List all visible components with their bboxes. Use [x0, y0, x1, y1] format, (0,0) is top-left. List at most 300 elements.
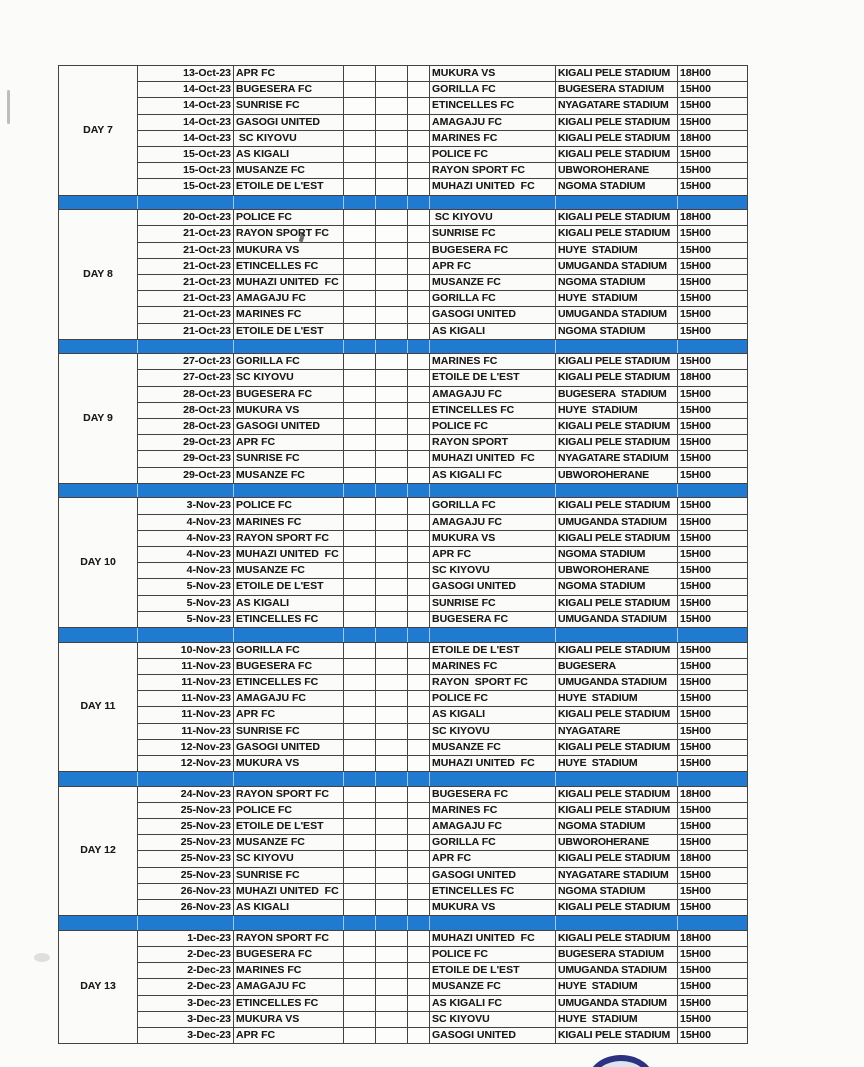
- separator-cell: [344, 628, 376, 643]
- match-date: 2-Dec-23: [138, 946, 234, 962]
- away-team: MARINES FC: [430, 658, 556, 674]
- stadium: NGOMA STADIUM: [556, 546, 678, 562]
- stadium: KIGALI PELE STADIUM: [556, 851, 678, 867]
- separator-cell: [59, 483, 138, 498]
- empty-score-cell: [376, 802, 408, 818]
- away-team: BUGESERA FC: [430, 242, 556, 258]
- kickoff-time: 18H00: [678, 210, 748, 226]
- home-team: ETINCELLES FC: [234, 674, 344, 690]
- kickoff-time: 15H00: [678, 674, 748, 690]
- empty-gap-cell: [408, 755, 430, 771]
- home-team: ETINCELLES FC: [234, 995, 344, 1011]
- away-team: MARINES FC: [430, 802, 556, 818]
- home-team: SUNRISE FC: [234, 723, 344, 739]
- empty-score-cell: [376, 995, 408, 1011]
- empty-score-cell: [344, 147, 376, 163]
- empty-score-cell: [344, 900, 376, 916]
- stadium: KIGALI PELE STADIUM: [556, 707, 678, 723]
- stadium: UBWOROHERANE: [556, 163, 678, 179]
- kickoff-time: 18H00: [678, 851, 748, 867]
- day-label: DAY 8: [59, 210, 138, 340]
- match-date: 4-Nov-23: [138, 546, 234, 562]
- stadium: UMUGANDA STADIUM: [556, 258, 678, 274]
- empty-gap-cell: [408, 147, 430, 163]
- scan-artifact: [7, 90, 10, 124]
- away-team: AMAGAJU FC: [430, 819, 556, 835]
- match-row: [59, 370, 748, 386]
- empty-gap-cell: [408, 402, 430, 418]
- home-team: APR FC: [234, 66, 344, 82]
- empty-score-cell: [376, 819, 408, 835]
- empty-score-cell: [376, 900, 408, 916]
- empty-gap-cell: [408, 98, 430, 114]
- stadium: KIGALI PELE STADIUM: [556, 900, 678, 916]
- match-date: 21-Oct-23: [138, 307, 234, 323]
- away-team: AMAGAJU FC: [430, 514, 556, 530]
- match-date: 13-Oct-23: [138, 66, 234, 82]
- empty-gap-cell: [408, 226, 430, 242]
- kickoff-time: 15H00: [678, 1027, 748, 1043]
- empty-gap-cell: [408, 163, 430, 179]
- empty-gap-cell: [408, 723, 430, 739]
- away-team: MUHAZI UNITED FC: [430, 930, 556, 946]
- stadium: HUYE STADIUM: [556, 979, 678, 995]
- match-row: [59, 451, 748, 467]
- empty-gap-cell: [408, 707, 430, 723]
- match-date: 26-Nov-23: [138, 900, 234, 916]
- empty-score-cell: [344, 739, 376, 755]
- home-team: MUSANZE FC: [234, 163, 344, 179]
- home-team: GORILLA FC: [234, 354, 344, 370]
- empty-score-cell: [344, 930, 376, 946]
- match-date: 21-Oct-23: [138, 323, 234, 339]
- empty-score-cell: [344, 835, 376, 851]
- away-team: BUGESERA FC: [430, 786, 556, 802]
- match-date: 4-Nov-23: [138, 530, 234, 546]
- match-date: 20-Oct-23: [138, 210, 234, 226]
- empty-gap-cell: [408, 819, 430, 835]
- empty-score-cell: [344, 674, 376, 690]
- kickoff-time: 15H00: [678, 419, 748, 435]
- empty-gap-cell: [408, 835, 430, 851]
- kickoff-time: 15H00: [678, 802, 748, 818]
- empty-score-cell: [376, 851, 408, 867]
- match-date: 29-Oct-23: [138, 435, 234, 451]
- separator-cell: [234, 339, 344, 354]
- oval-logo-arc: [588, 1055, 654, 1067]
- empty-score-cell: [344, 851, 376, 867]
- stadium: NGOMA STADIUM: [556, 819, 678, 835]
- match-date: 14-Oct-23: [138, 82, 234, 98]
- match-date: 15-Oct-23: [138, 163, 234, 179]
- away-team: AMAGAJU FC: [430, 386, 556, 402]
- stadium: NYAGATARE STADIUM: [556, 98, 678, 114]
- match-row: [59, 546, 748, 562]
- separator-cell: [138, 772, 234, 787]
- kickoff-time: 15H00: [678, 467, 748, 483]
- separator-cell: [138, 339, 234, 354]
- match-row: [59, 498, 748, 514]
- match-date: 1-Dec-23: [138, 930, 234, 946]
- match-row: [59, 595, 748, 611]
- separator-cell: [376, 339, 408, 354]
- away-team: GORILLA FC: [430, 82, 556, 98]
- separator-cell: [344, 339, 376, 354]
- kickoff-time: 15H00: [678, 114, 748, 130]
- separator-cell: [59, 339, 138, 354]
- empty-gap-cell: [408, 900, 430, 916]
- empty-score-cell: [376, 979, 408, 995]
- match-row: [59, 642, 748, 658]
- stadium: KIGALI PELE STADIUM: [556, 642, 678, 658]
- match-row: [59, 674, 748, 690]
- stadium: KIGALI PELE STADIUM: [556, 130, 678, 146]
- separator-cell: [430, 195, 556, 210]
- stadium: NYAGATARE STADIUM: [556, 451, 678, 467]
- empty-gap-cell: [408, 467, 430, 483]
- empty-score-cell: [344, 514, 376, 530]
- separator-cell: [59, 195, 138, 210]
- home-team: SC KIYOVU: [234, 851, 344, 867]
- empty-gap-cell: [408, 179, 430, 195]
- empty-score-cell: [344, 883, 376, 899]
- away-team: MUKURA VS: [430, 530, 556, 546]
- match-row: [59, 819, 748, 835]
- kickoff-time: 15H00: [678, 179, 748, 195]
- match-date: 26-Nov-23: [138, 883, 234, 899]
- day-label: DAY 10: [59, 498, 138, 628]
- empty-gap-cell: [408, 210, 430, 226]
- kickoff-time: 15H00: [678, 258, 748, 274]
- empty-gap-cell: [408, 498, 430, 514]
- separator-cell: [234, 628, 344, 643]
- stadium: KIGALI PELE STADIUM: [556, 114, 678, 130]
- away-team: MUKURA VS: [430, 900, 556, 916]
- empty-score-cell: [376, 546, 408, 562]
- home-team: GASOGI UNITED: [234, 419, 344, 435]
- match-row: [59, 467, 748, 483]
- separator-cell: [234, 195, 344, 210]
- stadium: BUGESERA STADIUM: [556, 946, 678, 962]
- empty-score-cell: [344, 819, 376, 835]
- stadium: HUYE STADIUM: [556, 691, 678, 707]
- match-date: 12-Nov-23: [138, 739, 234, 755]
- home-team: POLICE FC: [234, 210, 344, 226]
- home-team: MUHAZI UNITED FC: [234, 546, 344, 562]
- empty-score-cell: [376, 867, 408, 883]
- empty-score-cell: [376, 210, 408, 226]
- empty-gap-cell: [408, 611, 430, 627]
- empty-score-cell: [344, 386, 376, 402]
- match-date: 5-Nov-23: [138, 579, 234, 595]
- separator-cell: [678, 483, 748, 498]
- empty-gap-cell: [408, 579, 430, 595]
- empty-gap-cell: [408, 114, 430, 130]
- home-team: ETOILE DE L'EST: [234, 179, 344, 195]
- kickoff-time: 15H00: [678, 867, 748, 883]
- match-date: 25-Nov-23: [138, 835, 234, 851]
- away-team: SUNRISE FC: [430, 595, 556, 611]
- separator-cell: [138, 195, 234, 210]
- empty-gap-cell: [408, 595, 430, 611]
- away-team: ETOILE DE L'EST: [430, 370, 556, 386]
- empty-score-cell: [344, 546, 376, 562]
- empty-gap-cell: [408, 979, 430, 995]
- match-row: [59, 242, 748, 258]
- empty-score-cell: [344, 98, 376, 114]
- empty-gap-cell: [408, 963, 430, 979]
- separator-cell: [344, 483, 376, 498]
- empty-gap-cell: [408, 930, 430, 946]
- separator-cell: [376, 483, 408, 498]
- kickoff-time: 15H00: [678, 900, 748, 916]
- stadium: BUGESERA STADIUM: [556, 82, 678, 98]
- home-team: POLICE FC: [234, 802, 344, 818]
- empty-score-cell: [376, 307, 408, 323]
- match-row: [59, 210, 748, 226]
- empty-score-cell: [376, 242, 408, 258]
- home-team: POLICE FC: [234, 498, 344, 514]
- empty-score-cell: [344, 274, 376, 290]
- day-label: DAY 12: [59, 786, 138, 916]
- empty-score-cell: [376, 674, 408, 690]
- home-team: BUGESERA FC: [234, 386, 344, 402]
- match-row: [59, 226, 748, 242]
- away-team: POLICE FC: [430, 946, 556, 962]
- empty-score-cell: [376, 323, 408, 339]
- kickoff-time: 15H00: [678, 579, 748, 595]
- home-team: MUSANZE FC: [234, 467, 344, 483]
- empty-score-cell: [344, 963, 376, 979]
- match-row: [59, 147, 748, 163]
- empty-score-cell: [344, 802, 376, 818]
- separator-row: [59, 628, 748, 643]
- empty-score-cell: [376, 179, 408, 195]
- separator-cell: [678, 628, 748, 643]
- match-row: [59, 900, 748, 916]
- empty-gap-cell: [408, 658, 430, 674]
- kickoff-time: 15H00: [678, 755, 748, 771]
- match-row: [59, 130, 748, 146]
- home-team: SUNRISE FC: [234, 451, 344, 467]
- match-row: [59, 530, 748, 546]
- separator-cell: [344, 772, 376, 787]
- home-team: BUGESERA FC: [234, 82, 344, 98]
- match-date: 25-Nov-23: [138, 867, 234, 883]
- home-team: RAYON SPORT FC: [234, 530, 344, 546]
- empty-score-cell: [344, 226, 376, 242]
- separator-cell: [556, 916, 678, 931]
- away-team: ETINCELLES FC: [430, 402, 556, 418]
- kickoff-time: 15H00: [678, 995, 748, 1011]
- empty-gap-cell: [408, 242, 430, 258]
- kickoff-time: 15H00: [678, 291, 748, 307]
- empty-score-cell: [376, 563, 408, 579]
- stadium: KIGALI PELE STADIUM: [556, 786, 678, 802]
- match-date: 15-Oct-23: [138, 147, 234, 163]
- stadium: UMUGANDA STADIUM: [556, 963, 678, 979]
- empty-score-cell: [344, 323, 376, 339]
- match-row: [59, 995, 748, 1011]
- separator-row: [59, 195, 748, 210]
- empty-gap-cell: [408, 786, 430, 802]
- empty-score-cell: [344, 258, 376, 274]
- empty-score-cell: [376, 402, 408, 418]
- match-date: 3-Dec-23: [138, 1027, 234, 1043]
- away-team: GASOGI UNITED: [430, 579, 556, 595]
- scan-artifact: [34, 953, 50, 962]
- kickoff-time: 15H00: [678, 642, 748, 658]
- empty-score-cell: [376, 579, 408, 595]
- match-date: 11-Nov-23: [138, 691, 234, 707]
- match-date: 11-Nov-23: [138, 674, 234, 690]
- match-row: [59, 307, 748, 323]
- match-date: 14-Oct-23: [138, 98, 234, 114]
- empty-score-cell: [344, 291, 376, 307]
- match-row: [59, 66, 748, 82]
- kickoff-time: 15H00: [678, 963, 748, 979]
- empty-score-cell: [376, 739, 408, 755]
- match-row: [59, 82, 748, 98]
- empty-score-cell: [344, 114, 376, 130]
- kickoff-time: 15H00: [678, 563, 748, 579]
- empty-score-cell: [376, 354, 408, 370]
- empty-score-cell: [344, 995, 376, 1011]
- separator-cell: [556, 483, 678, 498]
- separator-row: [59, 772, 748, 787]
- stadium: BUGESERA STADIUM: [556, 386, 678, 402]
- empty-gap-cell: [408, 386, 430, 402]
- empty-score-cell: [376, 467, 408, 483]
- kickoff-time: 15H00: [678, 723, 748, 739]
- empty-score-cell: [344, 354, 376, 370]
- match-row: [59, 835, 748, 851]
- stadium: KIGALI PELE STADIUM: [556, 930, 678, 946]
- empty-score-cell: [344, 691, 376, 707]
- home-team: GASOGI UNITED: [234, 114, 344, 130]
- empty-score-cell: [376, 786, 408, 802]
- empty-score-cell: [376, 963, 408, 979]
- match-date: 2-Dec-23: [138, 979, 234, 995]
- empty-gap-cell: [408, 258, 430, 274]
- match-date: 21-Oct-23: [138, 226, 234, 242]
- away-team: APR FC: [430, 546, 556, 562]
- away-team: GORILLA FC: [430, 835, 556, 851]
- separator-cell: [430, 772, 556, 787]
- empty-score-cell: [344, 611, 376, 627]
- match-date: 21-Oct-23: [138, 242, 234, 258]
- stadium: UMUGANDA STADIUM: [556, 307, 678, 323]
- home-team: ETOILE DE L'EST: [234, 819, 344, 835]
- separator-cell: [234, 772, 344, 787]
- empty-score-cell: [376, 930, 408, 946]
- stadium: NGOMA STADIUM: [556, 579, 678, 595]
- match-date: 15-Oct-23: [138, 179, 234, 195]
- empty-score-cell: [344, 242, 376, 258]
- empty-gap-cell: [408, 451, 430, 467]
- match-row: [59, 179, 748, 195]
- away-team: APR FC: [430, 851, 556, 867]
- away-team: AS KIGALI FC: [430, 467, 556, 483]
- home-team: AS KIGALI: [234, 900, 344, 916]
- kickoff-time: 15H00: [678, 226, 748, 242]
- match-date: 24-Nov-23: [138, 786, 234, 802]
- kickoff-time: 15H00: [678, 739, 748, 755]
- match-date: 21-Oct-23: [138, 258, 234, 274]
- match-date: 21-Oct-23: [138, 291, 234, 307]
- kickoff-time: 18H00: [678, 370, 748, 386]
- empty-gap-cell: [408, 995, 430, 1011]
- match-date: 2-Dec-23: [138, 963, 234, 979]
- separator-cell: [138, 916, 234, 931]
- empty-score-cell: [376, 147, 408, 163]
- kickoff-time: 15H00: [678, 946, 748, 962]
- separator-cell: [59, 772, 138, 787]
- separator-cell: [376, 916, 408, 931]
- empty-score-cell: [344, 370, 376, 386]
- match-row: [59, 114, 748, 130]
- home-team: SUNRISE FC: [234, 867, 344, 883]
- empty-gap-cell: [408, 354, 430, 370]
- match-row: [59, 723, 748, 739]
- home-team: MARINES FC: [234, 963, 344, 979]
- match-date: 4-Nov-23: [138, 514, 234, 530]
- stadium: UMUGANDA STADIUM: [556, 611, 678, 627]
- separator-cell: [408, 483, 430, 498]
- empty-gap-cell: [408, 130, 430, 146]
- stadium: KIGALI PELE STADIUM: [556, 419, 678, 435]
- away-team: MUHAZI UNITED FC: [430, 451, 556, 467]
- kickoff-time: 15H00: [678, 979, 748, 995]
- away-team: ETOILE DE L'EST: [430, 963, 556, 979]
- match-row: [59, 755, 748, 771]
- away-team: SC KIYOVU: [430, 1011, 556, 1027]
- empty-score-cell: [376, 946, 408, 962]
- separator-cell: [678, 339, 748, 354]
- empty-score-cell: [344, 979, 376, 995]
- away-team: GASOGI UNITED: [430, 307, 556, 323]
- empty-gap-cell: [408, 307, 430, 323]
- empty-score-cell: [344, 946, 376, 962]
- match-row: [59, 1011, 748, 1027]
- empty-score-cell: [344, 498, 376, 514]
- home-team: APR FC: [234, 707, 344, 723]
- kickoff-time: 15H00: [678, 451, 748, 467]
- empty-score-cell: [376, 370, 408, 386]
- match-date: 28-Oct-23: [138, 402, 234, 418]
- kickoff-time: 15H00: [678, 835, 748, 851]
- separator-cell: [430, 916, 556, 931]
- away-team: GORILLA FC: [430, 498, 556, 514]
- separator-cell: [234, 483, 344, 498]
- away-team: GASOGI UNITED: [430, 1027, 556, 1043]
- separator-cell: [408, 772, 430, 787]
- empty-score-cell: [376, 419, 408, 435]
- away-team: MARINES FC: [430, 130, 556, 146]
- kickoff-time: 18H00: [678, 786, 748, 802]
- stadium: KIGALI PELE STADIUM: [556, 595, 678, 611]
- away-team: MUSANZE FC: [430, 979, 556, 995]
- kickoff-time: 15H00: [678, 707, 748, 723]
- home-team: ETINCELLES FC: [234, 258, 344, 274]
- away-team: ETOILE DE L'EST: [430, 642, 556, 658]
- empty-score-cell: [376, 530, 408, 546]
- empty-gap-cell: [408, 674, 430, 690]
- stadium: KIGALI PELE STADIUM: [556, 498, 678, 514]
- empty-score-cell: [344, 1027, 376, 1043]
- separator-cell: [376, 195, 408, 210]
- separator-cell: [408, 195, 430, 210]
